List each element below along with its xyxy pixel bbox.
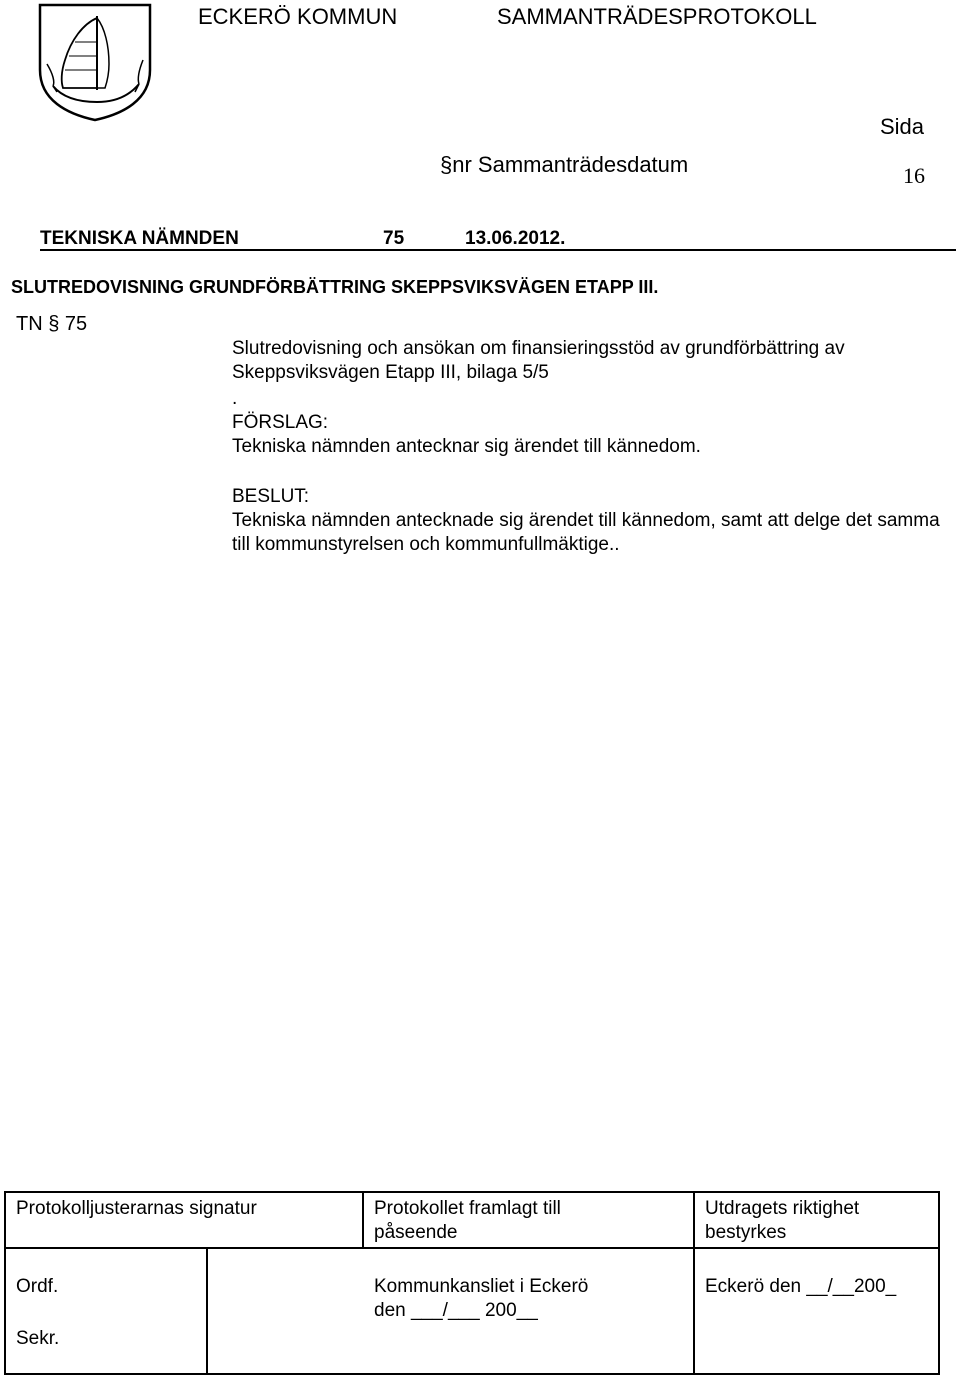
nr-date-label: §nr Sammanträdesdatum <box>440 152 689 177</box>
proposal-label: FÖRSLAG: <box>232 412 329 433</box>
table-divider <box>362 1193 364 1247</box>
table-divider <box>206 1247 208 1373</box>
page-number: 16 <box>903 163 925 188</box>
office-text: Kommunkansliet i Eckerö <box>374 1276 589 1297</box>
certification-header: Utdragets riktighet bestyrkes <box>705 1198 860 1243</box>
certify-text: Eckerö den __/__200_ <box>705 1276 897 1297</box>
meeting-number: 75 <box>383 228 405 249</box>
decision-text: Tekniska nämnden antecknade sig ärendet till kännedom, samt att delge det samma till kommunstyrelsen och kommunfullmäktige.. <box>232 510 940 555</box>
signature-header: Protokolljusterarnas signatur <box>16 1198 257 1219</box>
office-date: den ___/___ 200__ <box>374 1300 538 1321</box>
case-reference: TN § 75 <box>16 313 88 335</box>
chairman-label: Ordf. <box>16 1276 59 1297</box>
viking-ship-shield-icon <box>35 2 155 122</box>
header-divider <box>40 249 956 251</box>
committee-name: TEKNISKA NÄMNDEN <box>40 228 239 249</box>
secretary-label: Sekr. <box>16 1328 60 1349</box>
separator-dot: . <box>232 388 238 409</box>
table-divider <box>693 1193 695 1373</box>
case-description: Slutredovisning och ansökan om finansieringsstöd av grundförbättring av Skeppsviksvägen Etapp III, bilaga 5/5 <box>232 338 845 383</box>
page-label: Sida <box>880 114 925 139</box>
case-title: SLUTREDOVISNING GRUNDFÖRBÄTTRING SKEPPSVIKSVÄGEN ETAPP III. <box>11 277 659 297</box>
organization-name: ECKERÖ KOMMUN <box>198 4 398 29</box>
signature-table <box>4 1191 940 1375</box>
document-type: SAMMANTRÄDESPROTOKOLL <box>497 4 817 29</box>
proposal-text: Tekniska nämnden antecknar sig ärendet till kännedom. <box>232 436 701 457</box>
table-divider <box>6 1247 938 1249</box>
decision-label: BESLUT: <box>232 486 310 507</box>
posting-header: Protokollet framlagt till påseende <box>374 1198 561 1243</box>
meeting-date: 13.06.2012. <box>465 228 566 249</box>
